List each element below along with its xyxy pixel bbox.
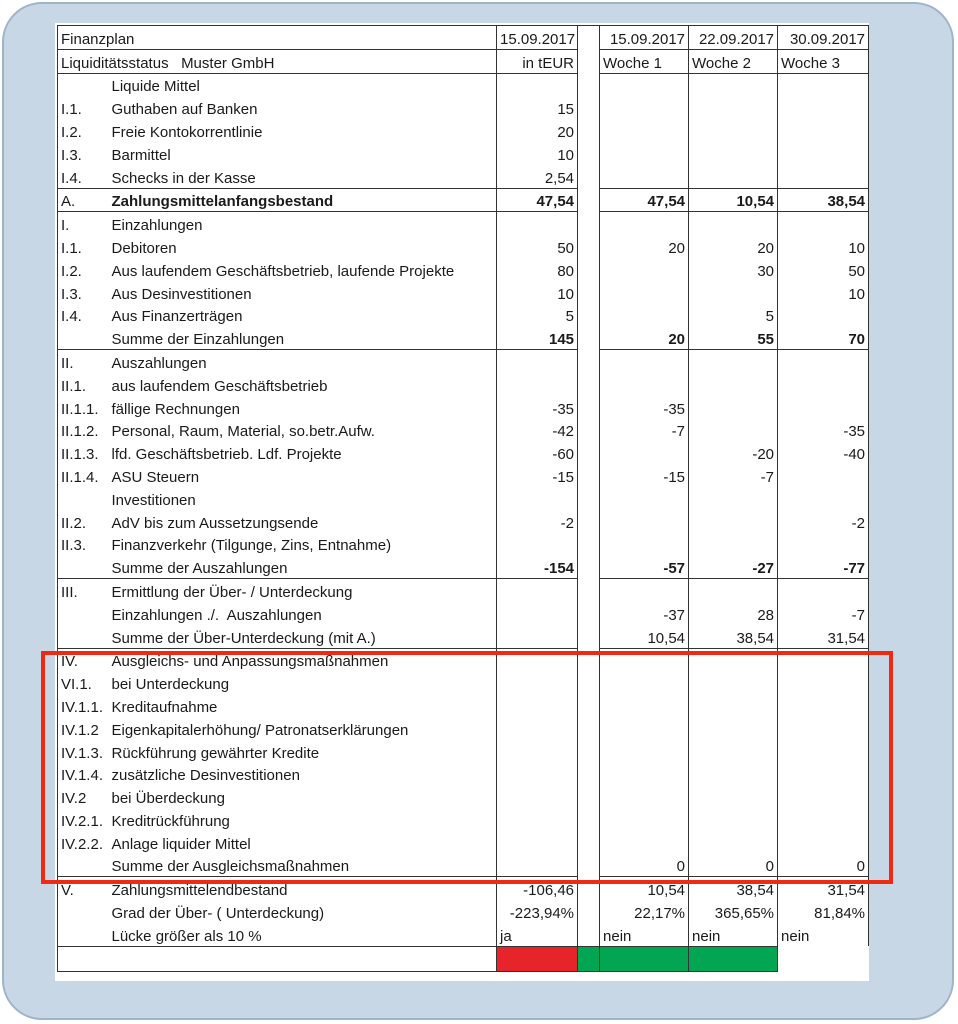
cell-value: -15 (600, 464, 689, 487)
cell-value: 81,84% (778, 900, 869, 923)
row-label: Summe der Einzahlungen (109, 326, 497, 349)
cell-value: 47,54 (497, 188, 578, 212)
cell-value (600, 487, 689, 510)
cell-value (600, 579, 689, 602)
row-label: Ausgleichs- und Anpassungsmaßnahmen (109, 648, 497, 671)
row-number: I.1. (58, 96, 109, 119)
cell-value (689, 717, 778, 740)
table-row (58, 441, 869, 464)
col-date-1: 15.09.2017 (600, 26, 689, 50)
header-row-2 (58, 49, 869, 73)
cell-value: 10 (778, 281, 869, 304)
cell-value: 38,54 (778, 188, 869, 212)
row-number (58, 854, 109, 877)
cell-value (497, 602, 578, 625)
row-label: Investitionen (109, 487, 497, 510)
cell-value (497, 533, 578, 556)
cell-value (600, 717, 689, 740)
row-number: I.4. (58, 165, 109, 188)
row-label: Summe der Über-Unterdeckung (mit A.) (109, 625, 497, 648)
cell-value (689, 740, 778, 763)
table-row (58, 258, 869, 281)
cell-value (689, 510, 778, 533)
table-row (58, 877, 869, 900)
table-row (58, 717, 869, 740)
cell-value: 20 (689, 235, 778, 258)
status-empty-cell (58, 946, 497, 971)
row-label: Summe der Ausgleichsmaßnahmen (109, 854, 497, 877)
table-row (58, 212, 869, 235)
row-label: Debitoren (109, 235, 497, 258)
cell-value (497, 763, 578, 786)
cell-value: -7 (778, 602, 869, 625)
row-number: V. (58, 877, 109, 900)
cell-value (600, 165, 689, 188)
cell-value: 145 (497, 326, 578, 349)
cell-value: -20 (689, 441, 778, 464)
cell-value: -2 (497, 510, 578, 533)
cell-value: nein (778, 923, 869, 946)
cell-value (600, 785, 689, 808)
cell-value (497, 717, 578, 740)
cell-value: 10,54 (600, 877, 689, 900)
cell-value (778, 763, 869, 786)
cell-value: 0 (778, 854, 869, 877)
cell-value (778, 717, 869, 740)
cell-value: -42 (497, 419, 578, 442)
table-row (58, 188, 869, 212)
cell-value (689, 785, 778, 808)
row-number: II.1.1. (58, 396, 109, 419)
cell-value: -15 (497, 464, 578, 487)
cell-value: 50 (778, 258, 869, 281)
cell-value (497, 831, 578, 854)
row-number: A. (58, 188, 109, 212)
row-label: Aus Finanzerträgen (109, 304, 497, 327)
cell-value: 30 (689, 258, 778, 281)
table-row (58, 671, 869, 694)
cell-value (778, 73, 869, 96)
cell-value (497, 854, 578, 877)
table-row (58, 923, 869, 946)
cell-value (689, 119, 778, 142)
row-number: II. (58, 350, 109, 373)
cell-value (497, 694, 578, 717)
cell-value: 31,54 (778, 877, 869, 900)
cell-value (600, 373, 689, 396)
cell-value (778, 487, 869, 510)
cell-value (689, 73, 778, 96)
row-label: aus laufendem Geschäftsbetrieb (109, 373, 497, 396)
cell-value (600, 808, 689, 831)
cell-value (497, 740, 578, 763)
cell-value: 15 (497, 96, 578, 119)
row-label: Finanzverkehr (Tilgunge, Zins, Entnahme) (109, 533, 497, 556)
cell-value (689, 373, 778, 396)
cell-value: 5 (689, 304, 778, 327)
table-row (58, 808, 869, 831)
cell-value (497, 648, 578, 671)
cell-value: 80 (497, 258, 578, 281)
cell-value: 20 (497, 119, 578, 142)
row-number (58, 555, 109, 578)
cell-value (497, 625, 578, 648)
table-row (58, 694, 869, 717)
col-label-2: Woche 2 (689, 49, 778, 73)
table-row (58, 96, 869, 119)
row-number: I. (58, 212, 109, 235)
cell-value: 70 (778, 326, 869, 349)
cell-value: -27 (689, 555, 778, 578)
cell-value (689, 396, 778, 419)
row-number: I.1. (58, 235, 109, 258)
table-row (58, 165, 869, 188)
table-row (58, 533, 869, 556)
row-number: I.2. (58, 119, 109, 142)
row-number: IV.1.3. (58, 740, 109, 763)
cell-value (600, 350, 689, 373)
row-number: II.1.3. (58, 441, 109, 464)
table-row (58, 73, 869, 96)
table-row (58, 579, 869, 602)
cell-value (689, 808, 778, 831)
table-row (58, 555, 869, 578)
cell-value: -2 (778, 510, 869, 533)
status-red-cell (497, 946, 578, 971)
cell-value: -154 (497, 555, 578, 578)
row-number: II.1. (58, 373, 109, 396)
cell-value: 50 (497, 235, 578, 258)
cell-value: nein (600, 923, 689, 946)
cell-value: 22,17% (600, 900, 689, 923)
table-row (58, 831, 869, 854)
row-label: Zahlungsmittelendbestand (109, 877, 497, 900)
row-number: VI.1. (58, 671, 109, 694)
cell-value (600, 142, 689, 165)
table-row (58, 763, 869, 786)
table-row (58, 625, 869, 648)
cell-value (778, 464, 869, 487)
status-green-cell (689, 946, 778, 971)
row-number: IV.2.2. (58, 831, 109, 854)
row-label: lfd. Geschäftsbetrieb. Ldf. Projekte (109, 441, 497, 464)
row-label: zusätzliche Desinvestitionen (109, 763, 497, 786)
row-label: Lücke größer als 10 % (109, 923, 497, 946)
cell-value (778, 373, 869, 396)
row-number: II.1.4. (58, 464, 109, 487)
cell-value: -7 (689, 464, 778, 487)
row-label: Barmittel (109, 142, 497, 165)
table-row (58, 235, 869, 258)
cell-value: 10,54 (600, 625, 689, 648)
row-label: bei Überdeckung (109, 785, 497, 808)
cell-value: 10 (497, 281, 578, 304)
table-row (58, 281, 869, 304)
row-label: Kreditaufnahme (109, 694, 497, 717)
status-green-cell (578, 946, 600, 971)
cell-value: ja (497, 923, 578, 946)
cell-value (689, 694, 778, 717)
cell-value (600, 740, 689, 763)
cell-value (600, 763, 689, 786)
table-row (58, 142, 869, 165)
row-label: Personal, Raum, Material, so.betr.Aufw. (109, 419, 497, 442)
cell-value (497, 373, 578, 396)
cell-value (689, 281, 778, 304)
row-label: bei Unterdeckung (109, 671, 497, 694)
row-label: fällige Rechnungen (109, 396, 497, 419)
cell-value (778, 808, 869, 831)
cell-value (689, 142, 778, 165)
table-row (58, 854, 869, 877)
cell-value (600, 304, 689, 327)
cell-value (600, 648, 689, 671)
table-row (58, 396, 869, 419)
cell-value (600, 694, 689, 717)
cell-value (497, 579, 578, 602)
cell-value: 10 (778, 235, 869, 258)
cell-value: 10 (497, 142, 578, 165)
row-number: II.2. (58, 510, 109, 533)
row-number: IV.1.2 (58, 717, 109, 740)
row-label: Guthaben auf Banken (109, 96, 497, 119)
header-row-1 (58, 26, 869, 50)
cell-value (778, 304, 869, 327)
cell-value: -40 (778, 441, 869, 464)
cell-value (600, 281, 689, 304)
cell-value: -7 (600, 419, 689, 442)
cell-value (778, 396, 869, 419)
cell-value (778, 142, 869, 165)
row-label: Schecks in der Kasse (109, 165, 497, 188)
cell-value: 0 (600, 854, 689, 877)
row-number: I.2. (58, 258, 109, 281)
cell-value (497, 73, 578, 96)
cell-value: 38,54 (689, 625, 778, 648)
cell-value: 47,54 (600, 188, 689, 212)
row-number: IV.2 (58, 785, 109, 808)
row-number (58, 923, 109, 946)
table-row (58, 464, 869, 487)
cell-value (778, 648, 869, 671)
cell-value: -35 (497, 396, 578, 419)
row-number (58, 326, 109, 349)
cell-value: 0 (689, 854, 778, 877)
row-number: IV.1.4. (58, 763, 109, 786)
cell-value (600, 96, 689, 119)
cell-value (497, 487, 578, 510)
row-number: I.3. (58, 281, 109, 304)
cell-value: -35 (600, 396, 689, 419)
cell-value (497, 671, 578, 694)
cell-value (689, 671, 778, 694)
cell-value (497, 808, 578, 831)
row-number (58, 602, 109, 625)
column-spacer (578, 26, 600, 947)
col-label-0: in tEUR (497, 49, 578, 73)
cell-value (778, 740, 869, 763)
cell-value (600, 510, 689, 533)
cell-value (778, 831, 869, 854)
row-label: Einzahlungen ./. Auszahlungen (109, 602, 497, 625)
cell-value (689, 96, 778, 119)
finanzplan-table (57, 25, 869, 972)
cell-value (689, 533, 778, 556)
cell-value: -223,94% (497, 900, 578, 923)
row-label: Liquide Mittel (109, 73, 497, 96)
row-label: Aus Desinvestitionen (109, 281, 497, 304)
cell-value (600, 73, 689, 96)
row-label: Summe der Auszahlungen (109, 555, 497, 578)
row-number: III. (58, 579, 109, 602)
cell-value (778, 212, 869, 235)
cell-value (689, 831, 778, 854)
table-row (58, 350, 869, 373)
status-green-cell (600, 946, 689, 971)
row-label: Einzahlungen (109, 212, 497, 235)
cell-value (600, 119, 689, 142)
table-row (58, 373, 869, 396)
cell-value (778, 579, 869, 602)
row-label: Rückführung gewährter Kredite (109, 740, 497, 763)
cell-value (778, 533, 869, 556)
cell-value: 10,54 (689, 188, 778, 212)
cell-value (600, 212, 689, 235)
table-row (58, 326, 869, 349)
cell-value: -106,46 (497, 877, 578, 900)
table-row (58, 785, 869, 808)
table-row (58, 602, 869, 625)
col-date-2: 22.09.2017 (689, 26, 778, 50)
col-date-0: 15.09.2017 (497, 26, 578, 50)
cell-value: 38,54 (689, 877, 778, 900)
cell-value (497, 785, 578, 808)
cell-value (689, 350, 778, 373)
cell-value (600, 533, 689, 556)
cell-value (689, 212, 778, 235)
row-number (58, 625, 109, 648)
cell-value (689, 487, 778, 510)
cell-value (600, 441, 689, 464)
table-row (58, 510, 869, 533)
cell-value (778, 165, 869, 188)
cell-value (497, 350, 578, 373)
row-number: I.4. (58, 304, 109, 327)
row-label: Anlage liquider Mittel (109, 831, 497, 854)
col-label-3: Woche 3 (778, 49, 869, 73)
cell-value (778, 96, 869, 119)
row-label: Ermittlung der Über- / Unterdeckung (109, 579, 497, 602)
cell-value: 5 (497, 304, 578, 327)
table-row (58, 487, 869, 510)
cell-value: 28 (689, 602, 778, 625)
cell-value: -60 (497, 441, 578, 464)
row-label: Freie Kontokorrentlinie (109, 119, 497, 142)
table-row (58, 648, 869, 671)
cell-value (689, 763, 778, 786)
row-label: Auszahlungen (109, 350, 497, 373)
cell-value: 365,65% (689, 900, 778, 923)
row-label: Aus laufendem Geschäftsbetrieb, laufende Projekte (109, 258, 497, 281)
table-row (58, 119, 869, 142)
row-number: II.1.2. (58, 419, 109, 442)
row-number: IV.1.1. (58, 694, 109, 717)
col-date-3: 30.09.2017 (778, 26, 869, 50)
cell-value (778, 785, 869, 808)
table-row (58, 740, 869, 763)
cell-value: 55 (689, 326, 778, 349)
table-row (58, 419, 869, 442)
table-row (58, 304, 869, 327)
cell-value (600, 258, 689, 281)
cell-value (689, 165, 778, 188)
cell-value: -37 (600, 602, 689, 625)
row-label: ASU Steuern (109, 464, 497, 487)
cell-value (778, 119, 869, 142)
plan-title: Finanzplan (58, 26, 497, 50)
row-number (58, 487, 109, 510)
cell-value: 20 (600, 235, 689, 258)
row-label: Kreditrückführung (109, 808, 497, 831)
col-label-1: Woche 1 (600, 49, 689, 73)
cell-value (600, 831, 689, 854)
cell-value: -77 (778, 555, 869, 578)
cell-value (778, 671, 869, 694)
row-label: Grad der Über- ( Unterdeckung) (109, 900, 497, 923)
cell-value: -35 (778, 419, 869, 442)
cell-value: 31,54 (778, 625, 869, 648)
row-label: Eigenkapitalerhöhung/ Patronatserklärungen (109, 717, 497, 740)
row-number: II.3. (58, 533, 109, 556)
cell-value (600, 671, 689, 694)
cell-value: 20 (600, 326, 689, 349)
row-label: Zahlungsmittelanfangsbestand (109, 188, 497, 212)
table-row (58, 900, 869, 923)
cell-value (778, 694, 869, 717)
cell-value (778, 350, 869, 373)
cell-value: 2,54 (497, 165, 578, 188)
status-color-row (58, 946, 869, 971)
cell-value (689, 579, 778, 602)
row-number (58, 900, 109, 923)
row-label: AdV bis zum Aussetzungsende (109, 510, 497, 533)
cell-value: nein (689, 923, 778, 946)
row-number: IV. (58, 648, 109, 671)
row-number (58, 73, 109, 96)
cell-value (497, 212, 578, 235)
cell-value (689, 648, 778, 671)
row-number: I.3. (58, 142, 109, 165)
cell-value: -57 (600, 555, 689, 578)
plan-subtitle: Liquiditätsstatus Muster GmbH (58, 49, 497, 73)
cell-value (689, 419, 778, 442)
row-number: IV.2.1. (58, 808, 109, 831)
